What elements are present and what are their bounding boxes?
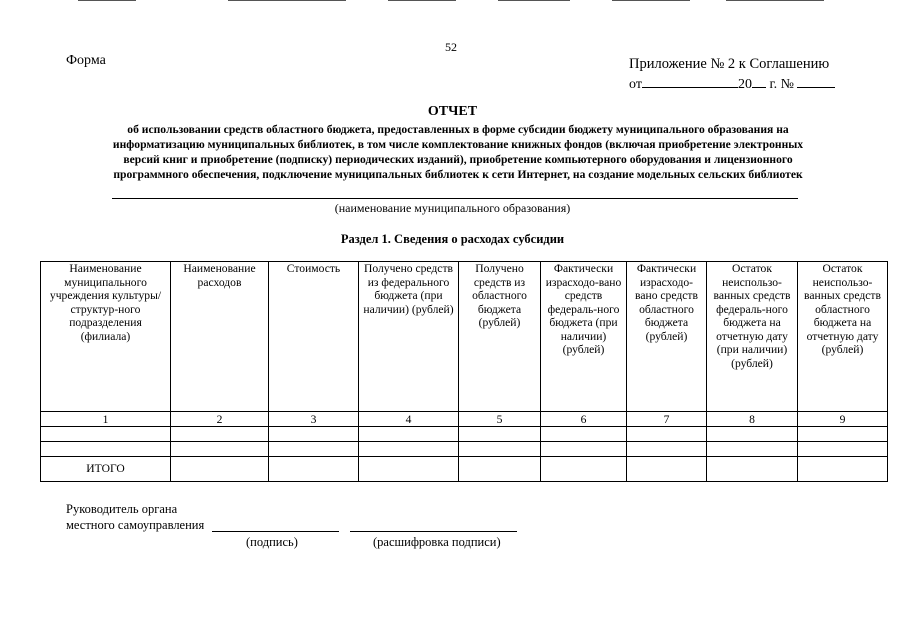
header-cell-expense-name: Наименование расходов [171,262,269,412]
annex-year-blank [752,75,766,88]
annex-year-suffix: г. № [765,77,794,92]
table-cell [171,457,269,482]
annex-from-word: от [629,77,642,92]
header-cell-cost: Стоимость [269,262,359,412]
header-cell-remaining-federal: Остаток неиспользо-ванных средств федераль-ного бюджета на отчетную дату (при наличии) (рублей) [707,262,798,412]
table-cell [707,457,798,482]
annex-number-blank [797,75,835,88]
total-label: ИТОГО [41,457,171,482]
table-cell [171,427,269,442]
municipality-blank-line [112,198,798,199]
header-cell-institution: Наименование муниципального учреждения культуры/структур-ного подразделения (филиала) [41,262,171,412]
signature-role-line2: местного самоуправления [66,518,205,532]
table-cell [627,457,707,482]
header-cell-received-regional: Получено средств из областного бюджета (рублей) [459,262,541,412]
section-title: Раздел 1. Сведения о расходах субсидии [340,232,565,246]
table-row [41,442,888,457]
signature-role-line1: Руководитель органа [66,502,178,516]
annex-date-blank [642,75,738,88]
top-edge-line-6 [726,0,824,1]
table-cell [171,442,269,457]
signature-decode-blank-line [350,531,517,532]
page-number: 52 [445,40,457,54]
header-cell-spent-regional: Фактически израсходо-вано средств областного бюджета (рублей) [627,262,707,412]
table-cell [798,442,888,457]
top-edge-line-4 [498,0,570,1]
table-header-row [41,262,888,412]
annex-date-number [629,75,835,93]
header-cell-received-federal: Получено средств из федерального бюджета (при наличии) (рублей) [359,262,459,412]
table-cell [627,442,707,457]
report-subtitle-line: программного обеспечения, подключение муниципальных библиотек к сети Интернет, на создание модельных сельских библиотек [113,168,803,181]
table-cell [269,457,359,482]
column-number: 8 [707,412,798,427]
table-cell [359,457,459,482]
column-number: 1 [41,412,171,427]
expenses-table [40,261,888,482]
top-edge-line-2 [228,0,346,1]
table-cell [41,442,171,457]
table-cell [541,457,627,482]
column-number: 6 [541,412,627,427]
top-edge-line-5 [612,0,690,1]
table-cell [269,427,359,442]
table-cell [359,427,459,442]
column-number: 5 [459,412,541,427]
table-cell [541,427,627,442]
column-number: 7 [627,412,707,427]
municipality-caption: (наименование муниципального образования) [334,201,571,215]
column-number: 3 [269,412,359,427]
report-subtitle [58,122,858,182]
signature-blank-line [212,531,339,532]
table-cell [627,427,707,442]
table-cell [459,457,541,482]
annex-title: Приложение № 2 к Соглашению [629,56,830,72]
top-edge-line-3 [388,0,456,1]
report-subtitle-line: об использовании средств областного бюджета, предоставленных в форме субсидии бюджету муниципального образования на [127,123,789,136]
table-cell [707,442,798,457]
table-cell [459,442,541,457]
table-cell [707,427,798,442]
column-number: 9 [798,412,888,427]
report-subtitle-line: версий книг и приобретение (подписку) периодических изданий), приобретение компьютерного оборудования и лицензионного [123,153,793,166]
report-title: ОТЧЕТ [427,104,478,119]
table-cell [798,427,888,442]
table-cell [41,427,171,442]
table-cell [359,442,459,457]
table-cell [798,457,888,482]
report-subtitle-line: информатизацию муниципальных библиотек, в том числе комплектование книжных фондов (включая приобретение электронных [112,138,804,151]
header-cell-spent-federal: Фактически израсходо-вано средств федераль-ного бюджета (при наличии) (рублей) [541,262,627,412]
signature-decode-caption: (расшифровка подписи) [373,535,501,549]
column-number-row [41,412,888,427]
column-number: 4 [359,412,459,427]
header-cell-remaining-regional: Остаток неиспользо-ванных средств областного бюджета на отчетную дату (рублей) [798,262,888,412]
table-cell [459,427,541,442]
table-cell [269,442,359,457]
form-label: Форма [66,53,106,68]
column-number: 2 [171,412,269,427]
signature-caption: (подпись) [246,535,298,549]
table-cell [541,442,627,457]
total-row [41,457,888,482]
top-edge-line-1 [78,0,136,1]
table-row [41,427,888,442]
annex-year-prefix: 20 [737,77,752,92]
